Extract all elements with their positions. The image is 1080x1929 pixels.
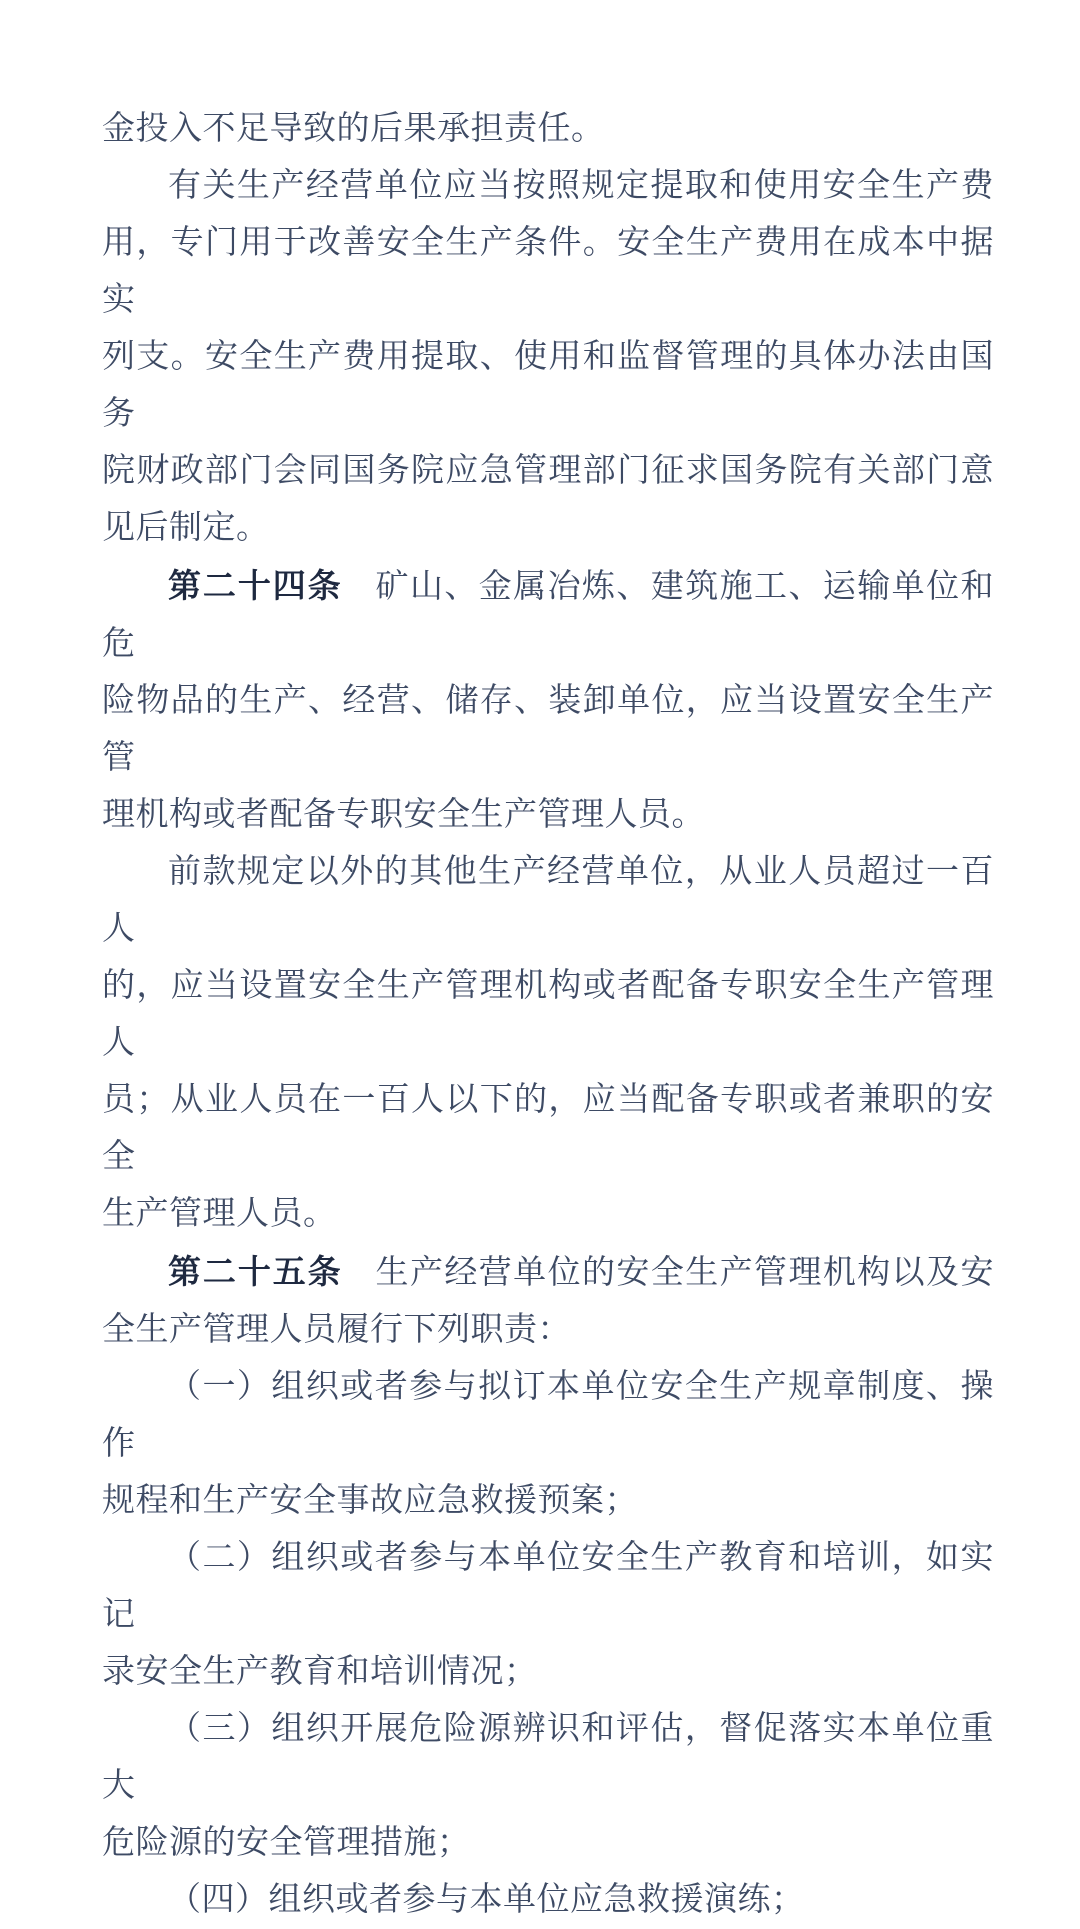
body-line: 用，专门用于改善安全生产条件。安全生产费用在成本中据实 — [102, 225, 994, 318]
body-line: 员；从业人员在一百人以下的，应当配备专职或者兼职的安全 — [102, 1082, 994, 1175]
body-line: 险物品的生产、经营、储存、装卸单位，应当设置安全生产管 — [102, 683, 994, 776]
duty-item-2-line: （二）组织或者参与本单位安全生产教育和培训，如实记 — [102, 1540, 994, 1633]
article-24-line — [102, 557, 994, 673]
body-line: 危险源的安全管理措施； — [102, 1825, 471, 1861]
body-line: 理机构或者配备专职安全生产管理人员。 — [102, 797, 705, 833]
body-line: 录安全生产教育和培训情况； — [102, 1654, 538, 1690]
body-line: 全生产管理人员履行下列职责： — [102, 1312, 571, 1348]
body-line: 生产管理人员。 — [102, 1196, 337, 1232]
body-line: 前款规定以外的其他生产经营单位，从业人员超过一百人 — [102, 854, 994, 947]
article-24-text: 矿山、金属冶炼、建筑施工、运输单位和危 — [102, 569, 995, 662]
article-25-line — [102, 1243, 994, 1302]
duty-item-3-line: （三）组织开展危险源辨识和评估，督促落实本单位重大 — [102, 1711, 994, 1804]
body-line: 列支。安全生产费用提取、使用和监督管理的具体办法由国务 — [102, 339, 994, 432]
article-25-number: 第二十五条 — [168, 1253, 343, 1290]
body-line: 规程和生产安全事故应急救援预案； — [102, 1483, 638, 1519]
body-line: 院财政部门会同国务院应急管理部门征求国务院有关部门意 — [102, 453, 994, 489]
duty-item-4-line: （四）组织或者参与本单位应急救援演练； — [168, 1882, 805, 1918]
body-line: 的，应当设置安全生产管理机构或者配备专职安全生产管理人 — [102, 968, 994, 1061]
body-line: 有关生产经营单位应当按照规定提取和使用安全生产费 — [168, 168, 994, 204]
body-line: 金投入不足导致的后果承担责任。 — [102, 111, 605, 147]
body-line: 见后制定。 — [102, 510, 270, 546]
article-25-text: 生产经营单位的安全生产管理机构以及安 — [375, 1255, 995, 1291]
duty-item-1-line: （一）组织或者参与拟订本单位安全生产规章制度、操作 — [102, 1369, 994, 1462]
article-24-number: 第二十四条 — [168, 567, 343, 604]
